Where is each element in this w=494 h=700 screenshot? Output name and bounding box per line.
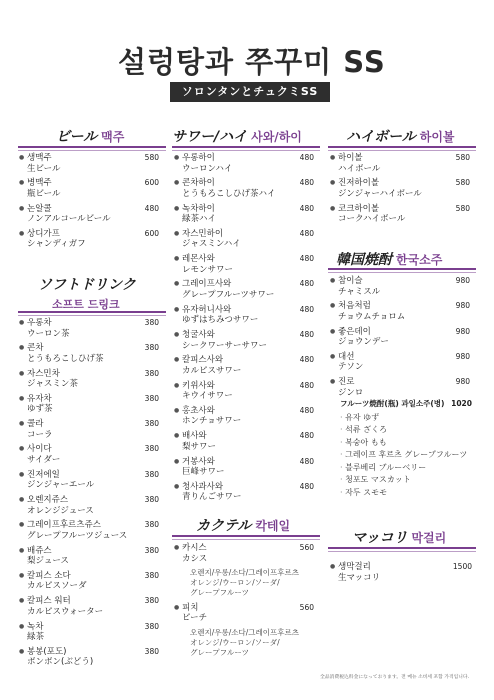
item-name-ja: シークワーサーサワー: [182, 340, 268, 351]
item-name-ko: 유자차: [27, 393, 52, 404]
item-name-ko: 녹차하이: [182, 203, 215, 214]
item-name-ja: ノンアルコールビール: [27, 214, 111, 225]
bullet-icon: ●: [174, 229, 180, 237]
item-price: 480: [299, 178, 314, 188]
item-mixer-note: 오렌지/우롱/소다/그레이프후르츠 オレンジ/ウーロン/ソーダ/ グレープフルーツ: [190, 568, 300, 598]
fruit-flavor-item: · 블루베리 ブルーベリー: [340, 463, 476, 474]
item-name-ja: ボンボン(ぶどう): [27, 657, 94, 668]
item-name-ja: 生ビール: [27, 163, 61, 174]
menu-item: [174, 304, 314, 326]
item-price: 600: [144, 228, 159, 238]
item-name-ko: 배사와: [182, 431, 207, 442]
menu-item: [330, 276, 470, 297]
bullet-icon: ●: [174, 381, 180, 389]
item-name-ko: 하이볼: [338, 153, 363, 163]
item-name-ja: サイダー: [27, 454, 61, 465]
item-price: 380: [144, 444, 159, 454]
item-name-ko: 생맥주: [27, 153, 52, 163]
item-name-ko: 그레이프후르츠쥬스: [27, 520, 101, 531]
item-name-ko: 자스민하이: [182, 228, 224, 239]
item-name-ko: 생막걸리: [338, 562, 371, 572]
menu-item: [19, 228, 159, 250]
item-price: 380: [144, 621, 159, 631]
menu-item: [19, 203, 159, 225]
bullet-icon: ●: [174, 603, 180, 611]
menu-item: [19, 646, 159, 668]
bullet-icon: ●: [174, 482, 180, 490]
item-name-ja: とうもろこしひげ茶: [27, 353, 104, 364]
item-name-ko: 코크하이볼: [338, 203, 380, 214]
item-name-ko: 칼피스 소다: [27, 570, 71, 581]
menu-item: [19, 469, 159, 491]
item-name-ja: ジャスミン茶: [27, 379, 78, 390]
sour-list: [174, 153, 314, 507]
bullet-icon: ●: [174, 457, 180, 465]
menu-item: [19, 545, 159, 567]
section-title-soju: 韓国焼酎 한국소주: [336, 252, 443, 268]
menu-item: [330, 203, 470, 225]
menu-item: [174, 405, 314, 427]
bullet-icon: ●: [330, 563, 336, 570]
item-name-ko: 처음처럼: [338, 301, 371, 312]
item-price: 1500: [452, 562, 472, 571]
menu-item: [174, 203, 314, 225]
item-name-ja: グレープフルーツサワー: [182, 289, 275, 300]
section-title-highball: ハイボール 하이볼: [346, 129, 455, 145]
item-name-ko: 병맥주: [27, 178, 52, 189]
item-name-ja: 青りんごサワー: [182, 492, 242, 503]
section-divider: [328, 268, 476, 270]
item-name-ko: 칼피스 워터: [27, 596, 71, 607]
highball-list: [330, 153, 470, 229]
item-name-ko: 유자허니사와: [182, 304, 232, 315]
fruit-flavor-item: · 유자 ゆず: [340, 413, 476, 424]
bullet-icon: ●: [19, 344, 25, 352]
menu-item: [330, 153, 470, 174]
item-name-ja: ピーチ: [182, 613, 208, 624]
item-name-ja: シャンディガフ: [27, 239, 86, 250]
item-name-ja: オレンジジュース: [27, 505, 94, 516]
bullet-icon: ●: [174, 432, 180, 440]
item-price: 380: [144, 570, 159, 580]
menu-item: [19, 444, 159, 465]
bullet-icon: ●: [174, 406, 180, 414]
item-price: 480: [299, 481, 314, 491]
item-name-ja: 梨サワー: [182, 441, 217, 452]
item-name-ja: ハイボール: [338, 163, 381, 174]
item-name-ja: 緑茶: [27, 632, 45, 643]
item-name-ja: 瓶ビール: [27, 188, 61, 199]
item-price: 380: [144, 495, 159, 505]
item-name-ko: 우롱하이: [182, 153, 215, 163]
item-name-ja: ホンチョサワー: [182, 416, 242, 427]
item-name-ja: ジンロ: [338, 387, 364, 398]
item-price: 580: [455, 178, 470, 188]
item-price: 480: [299, 380, 314, 390]
item-name-ja: コークハイボール: [338, 214, 406, 225]
bullet-icon: ●: [174, 544, 180, 551]
bullet-icon: ●: [174, 179, 180, 187]
item-price: 380: [144, 368, 159, 378]
item-name-ko: 좋은데이: [338, 326, 371, 337]
item-price: 380: [144, 520, 159, 530]
menu-item: [19, 495, 159, 516]
item-name-ko: 콘차: [27, 343, 44, 354]
item-name-ko: 카시스: [182, 543, 207, 553]
item-price: 580: [455, 203, 470, 213]
restaurant-logo: 설렁탕과 쭈꾸미 SS: [118, 45, 386, 79]
item-name-ja: ウーロン茶: [27, 328, 70, 339]
bullet-icon: ●: [174, 305, 180, 313]
menu-item: [330, 178, 470, 199]
item-name-ko: 논알콜: [27, 203, 52, 214]
item-price: 980: [455, 377, 470, 387]
menu-item: [174, 602, 314, 624]
bullet-icon: ●: [19, 179, 25, 187]
bullet-icon: ●: [19, 521, 25, 529]
item-name-ko: 레몬사와: [182, 254, 215, 265]
menu-item: [174, 543, 314, 564]
bullet-icon: ●: [330, 378, 336, 386]
item-name-ja: チョウムチョロム: [338, 311, 406, 322]
bullet-icon: ●: [330, 352, 336, 360]
item-name-ko: 청사과사와: [182, 481, 224, 492]
item-price: 480: [299, 330, 314, 340]
beer-list: [19, 153, 159, 254]
item-name-ja: テソン: [338, 362, 364, 373]
item-name-ko: 진로: [338, 377, 355, 388]
menu-item: [174, 431, 314, 452]
item-name-ja: チャミスル: [338, 286, 381, 297]
item-price: 480: [299, 431, 314, 441]
menu-item: [174, 355, 314, 376]
item-price: 980: [455, 351, 470, 361]
item-price: 560: [299, 602, 314, 612]
item-name-ko: 그레이프사와: [182, 279, 232, 290]
menu-item: [19, 343, 159, 364]
section-title-cocktail: カクテル 칵테일: [196, 518, 291, 534]
bullet-icon: ●: [19, 445, 25, 453]
bullet-icon: ●: [330, 154, 336, 161]
item-name-ko: 콜라: [27, 419, 44, 430]
item-price: 380: [144, 419, 159, 429]
section-divider: [18, 311, 166, 313]
bullet-icon: ●: [174, 280, 180, 288]
item-price: 480: [299, 153, 314, 162]
item-name-ja: ゆず茶: [27, 404, 53, 415]
menu-item: [19, 520, 159, 541]
item-name-ja: レモンサワー: [182, 264, 234, 275]
menu-item: [330, 377, 470, 398]
item-price: 480: [144, 203, 159, 213]
soju-list: [330, 276, 470, 402]
menu-item: [330, 351, 470, 373]
fruit-flavor-item: · 자두 スモモ: [340, 488, 476, 499]
item-price: 380: [144, 343, 159, 353]
bullet-icon: ●: [330, 204, 336, 212]
section-divider: [172, 535, 320, 537]
bullet-icon: ●: [330, 179, 336, 187]
item-name-ko: 녹차: [27, 621, 44, 632]
item-price: 560: [299, 543, 314, 552]
menu-item: [174, 254, 314, 275]
bullet-icon: ●: [19, 420, 25, 428]
fruit-soju-block: [340, 399, 476, 500]
item-name-ja: カルピスソーダ: [27, 581, 87, 592]
item-price: 380: [144, 393, 159, 403]
item-name-ko: 봉봉(포도): [27, 646, 67, 657]
item-name-ja: 梨ジュース: [27, 556, 69, 567]
item-name-ko: 배쥬스: [27, 545, 52, 556]
item-price: 480: [299, 304, 314, 314]
item-price: 580: [144, 153, 159, 162]
bullet-icon: ●: [19, 229, 25, 237]
item-name-ko: 진저에일: [27, 469, 60, 480]
bullet-icon: ●: [19, 369, 25, 377]
menu-item: [19, 318, 159, 339]
menu-item: [330, 562, 472, 583]
fruit-flavor-item: · 청포도 マスカット: [340, 475, 476, 486]
menu-item: [174, 481, 314, 503]
item-name-ko: 자스민차: [27, 368, 60, 379]
item-name-ja: 生マッコリ: [338, 572, 381, 583]
item-price: 380: [144, 596, 159, 606]
bullet-icon: ●: [19, 470, 25, 478]
bullet-icon: ●: [174, 204, 180, 212]
item-name-ko: 청굴사와: [182, 330, 215, 341]
item-name-ja: グレープフルーツジュース: [27, 530, 128, 541]
menu-item: [174, 153, 314, 174]
item-name-ja: カルピスサワー: [182, 365, 242, 376]
bullet-icon: ●: [174, 154, 180, 161]
section-divider: [172, 146, 320, 148]
bullet-icon: ●: [19, 204, 25, 212]
section-title-beer: ビール 맥주: [56, 129, 125, 145]
bullet-icon: ●: [330, 302, 336, 310]
menu-item: [174, 228, 314, 250]
menu-item: [19, 621, 159, 643]
item-name-ja: ジョウンデー: [338, 337, 389, 348]
item-name-ja: ゆずはちみつサワー: [182, 315, 259, 326]
item-name-ko: 참이슬: [338, 276, 363, 286]
item-name-ko: 우롱차: [27, 318, 52, 328]
menu-item: [19, 368, 159, 390]
item-name-ja: カルピスウォーター: [27, 606, 104, 617]
item-price: 480: [299, 279, 314, 289]
bullet-icon: ●: [174, 255, 180, 263]
item-name-ko: 홍초사와: [182, 405, 215, 416]
item-price: 480: [299, 456, 314, 466]
bullet-icon: ●: [19, 546, 25, 554]
bullet-icon: ●: [174, 331, 180, 339]
menu-item: [19, 393, 159, 415]
item-price: 380: [144, 469, 159, 479]
item-price: 480: [299, 228, 314, 238]
section-divider: [328, 547, 476, 549]
menu-item: [19, 596, 159, 617]
menu-item: [174, 456, 314, 478]
fruit-soju-header: フルーツ焼酎(瓶) 과일소주(병) 1020: [340, 399, 472, 408]
bullet-icon: ●: [19, 622, 25, 630]
item-price: 480: [299, 355, 314, 365]
item-price: 480: [299, 405, 314, 415]
menu-item: [174, 279, 314, 300]
soft-list: [19, 318, 159, 672]
section-title-sour: サワー/ハイ 사와/하이: [172, 129, 302, 145]
makgeolli-list: [330, 562, 472, 587]
bullet-icon: ●: [19, 319, 25, 326]
item-price: 980: [455, 301, 470, 311]
bullet-icon: ●: [19, 154, 25, 161]
item-name-ko: 상디가프: [27, 228, 60, 239]
item-name-ja: ジャスミンハイ: [182, 239, 241, 250]
item-name-ja: カシス: [182, 553, 208, 564]
item-price: 580: [455, 153, 470, 162]
item-mixer-note: 오렌지/우롱/소다/그레이프후르츠 オレンジ/ウーロン/ソーダ/ グレープフルーツ: [190, 627, 300, 657]
bullet-icon: ●: [330, 277, 336, 284]
menu-item: [330, 301, 470, 322]
bullet-icon: ●: [19, 496, 25, 504]
item-name-ko: 사이다: [27, 444, 52, 455]
item-name-ja: ジンジャーエール: [27, 480, 95, 491]
item-name-ja: 巨峰サワー: [182, 467, 225, 478]
bullet-icon: ●: [19, 571, 25, 579]
subtitle-bar: ソロンタンとチュクミSS: [170, 82, 330, 102]
bullet-icon: ●: [174, 356, 180, 364]
item-name-ja: ウーロンハイ: [182, 163, 233, 174]
item-price: 480: [299, 203, 314, 213]
item-name-ja: キウイサワー: [182, 391, 233, 402]
menu-item: [19, 178, 159, 199]
section-title-makgeolli: マッコリ 막걸리: [352, 530, 447, 546]
menu-item: [174, 330, 314, 351]
section-divider: [328, 146, 476, 148]
item-price: 480: [299, 254, 314, 264]
menu-item: [19, 419, 159, 440]
tax-note: 全品消費税込料金になっております。전 메뉴 소비세 포함 가격입니다.: [320, 675, 470, 680]
item-name-ja: とうもろこしひげ茶ハイ: [182, 188, 276, 199]
section-divider: [18, 146, 166, 148]
item-name-ko: 거봉사와: [182, 456, 215, 467]
bullet-icon: ●: [19, 647, 25, 655]
fruit-flavor-item: · 석류 ざくろ: [340, 425, 476, 436]
fruit-flavor-item: · 복숭아 もも: [340, 438, 476, 449]
item-price: 980: [455, 326, 470, 336]
cocktail-list: [174, 543, 314, 662]
menu-item: [174, 178, 314, 199]
menu-item: [19, 153, 159, 174]
item-price: 600: [144, 178, 159, 188]
item-name-ko: 칼피스사와: [182, 355, 224, 366]
menu-item: [174, 380, 314, 402]
item-name-ko: 대선: [338, 351, 355, 362]
item-name-ja: 緑茶ハイ: [182, 214, 217, 225]
item-price: 380: [144, 545, 159, 555]
bullet-icon: ●: [19, 394, 25, 402]
item-price: 380: [144, 318, 159, 327]
fruit-flavor-item: · 그레이프 후르츠 グレープフルーツ: [340, 450, 476, 461]
item-name-ko: 콘차하이: [182, 178, 215, 189]
item-name-ko: 피치: [182, 602, 199, 613]
menu-item: [330, 326, 470, 348]
item-price: 380: [144, 646, 159, 656]
bullet-icon: ●: [19, 597, 25, 605]
item-name-ja: ジンジャーハイボール: [338, 188, 422, 199]
item-name-ko: 키위사와: [182, 380, 215, 391]
item-name-ko: 진저하이볼: [338, 178, 380, 189]
menu-item: [19, 570, 159, 592]
item-name-ja: コーラ: [27, 429, 53, 440]
section-title-soft: ソフトドリンク 소프트 드링크: [38, 277, 136, 311]
item-name-ko: 오렌지쥬스: [27, 495, 69, 506]
bullet-icon: ●: [330, 327, 336, 335]
item-price: 980: [455, 276, 470, 285]
